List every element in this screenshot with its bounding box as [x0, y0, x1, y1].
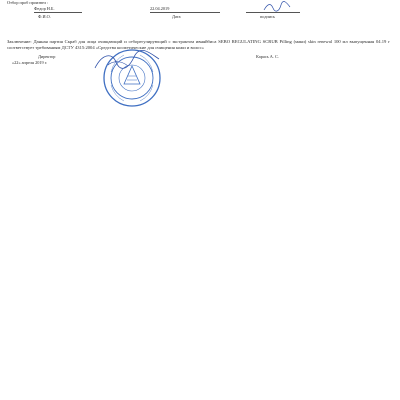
- director-signature-mark: [92, 48, 162, 74]
- sampling-name-underline: [34, 12, 82, 13]
- sampling-label: Отбор проб произвел :: [7, 0, 49, 5]
- sampling-name: Федор Н.Б.: [34, 6, 55, 11]
- approval-date: «22» апреля 2019 г.: [12, 60, 48, 65]
- director-name: Карась А. С.: [256, 54, 279, 59]
- sampling-date: 22.04.2019: [150, 6, 170, 11]
- sampling-date-underline: [150, 12, 220, 13]
- sampler-signature-mark: [262, 1, 292, 13]
- director-label: Директор: [38, 54, 56, 59]
- conclusion-text: Заключение: Данная партия Скраб для лица очищающий и себорегулирующий с экстрактом ивняйбиса SEBO REGULATING SCRUB Pilling (маки) skin renewal 100 мл выпущенная 04.19 г соответствует требованиям ДСТУ 4315:2004 «Средства косметические для очищения кожи и волос»: [7, 39, 390, 51]
- fio-caption: Ф.И.О.: [38, 14, 51, 19]
- date-caption: Дата: [172, 14, 181, 19]
- signature-caption: подпись: [260, 14, 275, 19]
